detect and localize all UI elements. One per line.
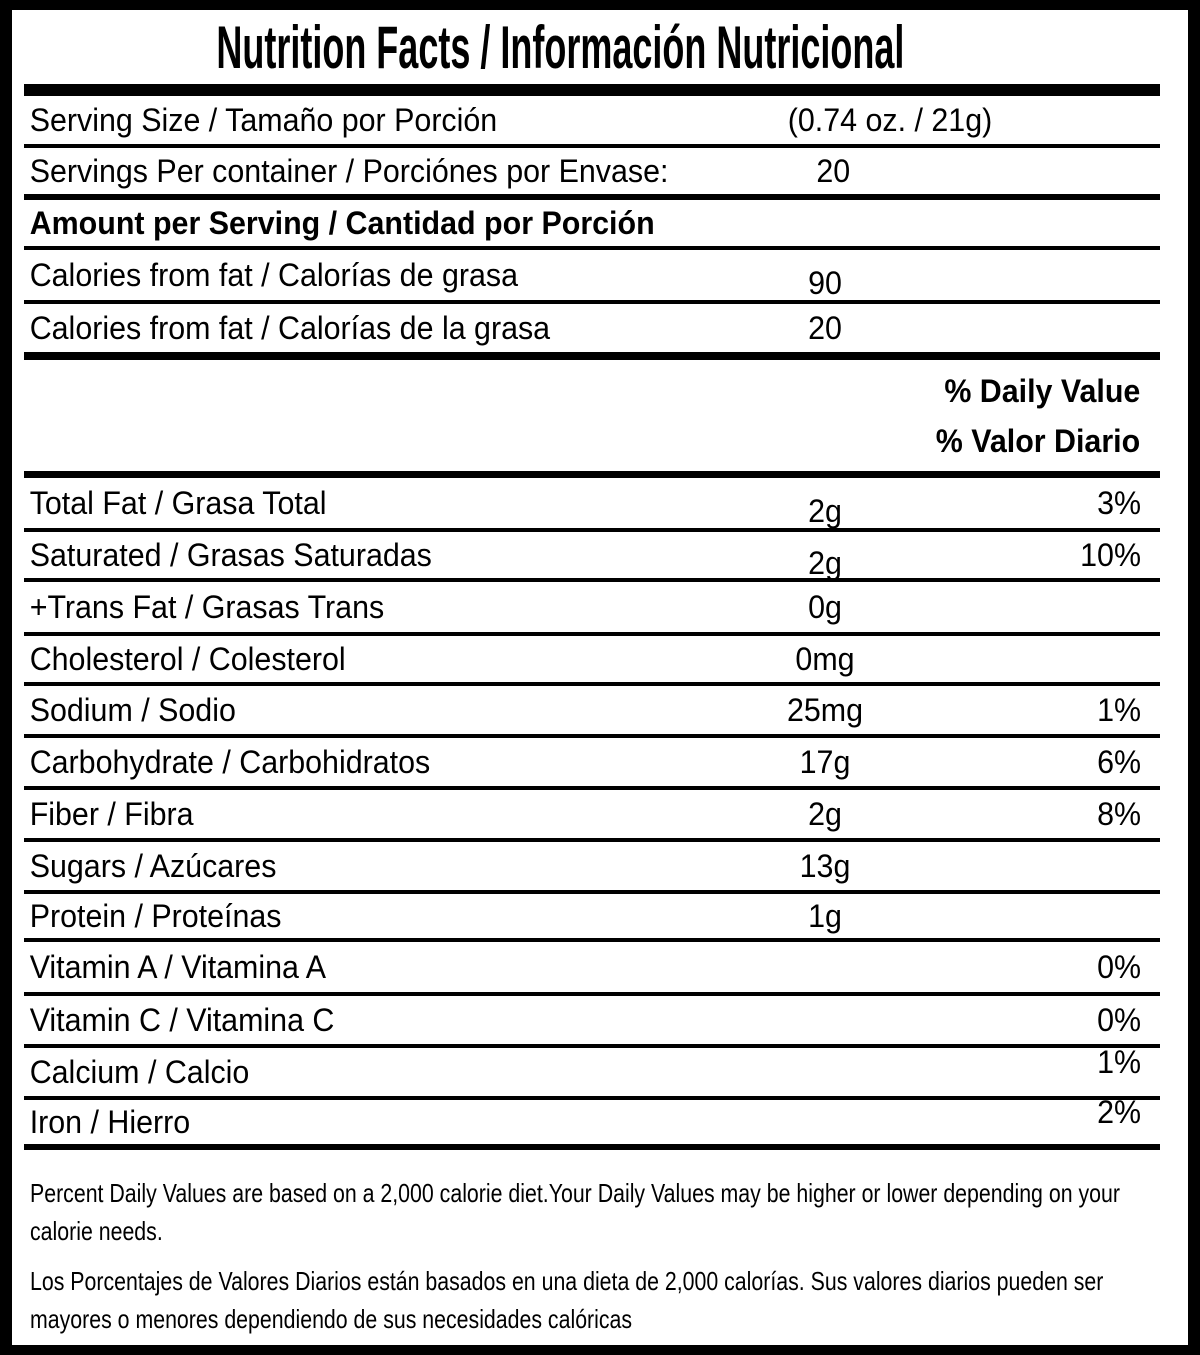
cholesterol-amount: 0mg: [795, 640, 855, 677]
iron-label: Iron / Hierro: [29, 1103, 191, 1140]
protein-label: Protein / Proteínas: [29, 897, 282, 934]
footnote-spanish-line2: mayores o menores dependiendo de sus necesidades calóricas: [30, 1304, 633, 1334]
sugars-label: Sugars / Azúcares: [29, 847, 277, 884]
cholesterol-label: Cholesterol / Colesterol: [29, 640, 346, 677]
sodium-label: Sodium / Sodio: [29, 691, 236, 728]
protein-amount: 1g: [808, 897, 842, 934]
vitamin-c-row: [24, 996, 1160, 1048]
daily-value-header-es: % Valor Diario: [935, 422, 1140, 459]
page-title: Nutrition Facts / Información Nutricional: [215, 13, 905, 81]
carbohydrate-label: Carbohydrate / Carbohidratos: [29, 743, 431, 780]
carbohydrate-row: [24, 738, 1160, 790]
trans-fat-label: +Trans Fat / Grasas Trans: [29, 588, 385, 625]
daily-value-header-en: % Daily Value: [943, 372, 1140, 409]
footnote-spanish-line1: Los Porcentajes de Valores Diarios están basados en una dieta de 2,000 calorías. Sus valores diarios pueden ser: [30, 1266, 1104, 1296]
saturated-fat-row: [24, 532, 1160, 582]
label-header: [12, 10, 1188, 84]
footnote-spanish: [30, 1262, 1168, 1338]
saturated-fat-daily-value: 10%: [1080, 536, 1141, 573]
protein-row: [24, 894, 1160, 942]
calcium-row: [24, 1043, 1160, 1100]
fiber-row: [24, 790, 1160, 842]
cholesterol-row: [24, 636, 1160, 686]
fiber-label: Fiber / Fibra: [29, 795, 194, 832]
vitamin-a-label: Vitamin A / Vitamina A: [29, 948, 326, 985]
calories-value: 90: [808, 264, 842, 301]
serving-size-value: (0.74 oz. / 21g): [787, 101, 993, 138]
calories-from-fat-row: [24, 304, 1160, 360]
footnote-english-line1: Percent Daily Values are based on a 2,000 calorie diet.Your Daily Values may be higher or lower depending on your: [30, 1178, 1120, 1208]
carbohydrate-amount: 17g: [799, 743, 851, 780]
carbohydrate-daily-value: 6%: [1097, 743, 1141, 780]
saturated-fat-label: Saturated / Grasas Saturadas: [29, 536, 432, 573]
nutrition-table: [24, 96, 1160, 1150]
sugars-row: [24, 842, 1160, 894]
daily-value-header-block: [24, 360, 1160, 478]
footnotes: [30, 1174, 1168, 1338]
footnote-english-line2: calorie needs.: [30, 1216, 163, 1246]
total-fat-amount: 2g: [808, 492, 842, 529]
servings-per-container-label: Servings Per container / Porciónes por Envase:: [29, 152, 669, 189]
fiber-daily-value: 8%: [1097, 795, 1141, 832]
calories-from-fat-value: 20: [808, 309, 842, 346]
calcium-daily-value: 1%: [1097, 1043, 1141, 1080]
calories-label: Calories from fat / Calorías de grasa: [29, 256, 518, 293]
serving-size-label: Serving Size / Tamaño por Porción: [29, 101, 498, 138]
calories-from-fat-label: Calories from fat / Calorías de la grasa: [29, 309, 551, 346]
sugars-amount: 13g: [799, 847, 851, 884]
footnote-english: [30, 1174, 1168, 1250]
fiber-amount: 2g: [808, 795, 842, 832]
vitamin-a-row: [24, 942, 1160, 996]
total-fat-daily-value: 3%: [1097, 484, 1141, 521]
vitamin-c-label: Vitamin C / Vitamina C: [29, 1001, 335, 1038]
calories-row: [24, 250, 1160, 304]
total-fat-row: [24, 478, 1160, 532]
calcium-label: Calcium / Calcio: [29, 1053, 250, 1090]
servings-per-container-value: 20: [816, 152, 851, 189]
amount-per-serving-header: Amount per Serving / Cantidad por Porción: [29, 204, 655, 241]
sodium-daily-value: 1%: [1097, 691, 1141, 728]
vitamin-c-daily-value: 0%: [1097, 1001, 1141, 1038]
servings-per-container-row: [24, 148, 1160, 200]
trans-fat-amount: 0g: [808, 588, 842, 625]
sodium-row: [24, 686, 1160, 738]
title-separator-bar: [24, 84, 1160, 96]
iron-daily-value: 2%: [1097, 1093, 1141, 1130]
sodium-amount: 25mg: [786, 691, 864, 728]
total-fat-label: Total Fat / Grasa Total: [29, 484, 327, 521]
serving-size-row: [24, 96, 1160, 148]
iron-row: [24, 1093, 1160, 1150]
vitamin-a-daily-value: 0%: [1097, 948, 1141, 985]
saturated-fat-amount: 2g: [808, 544, 842, 581]
amount-per-serving-header-row: [24, 200, 1160, 250]
trans-fat-row: [24, 582, 1160, 636]
